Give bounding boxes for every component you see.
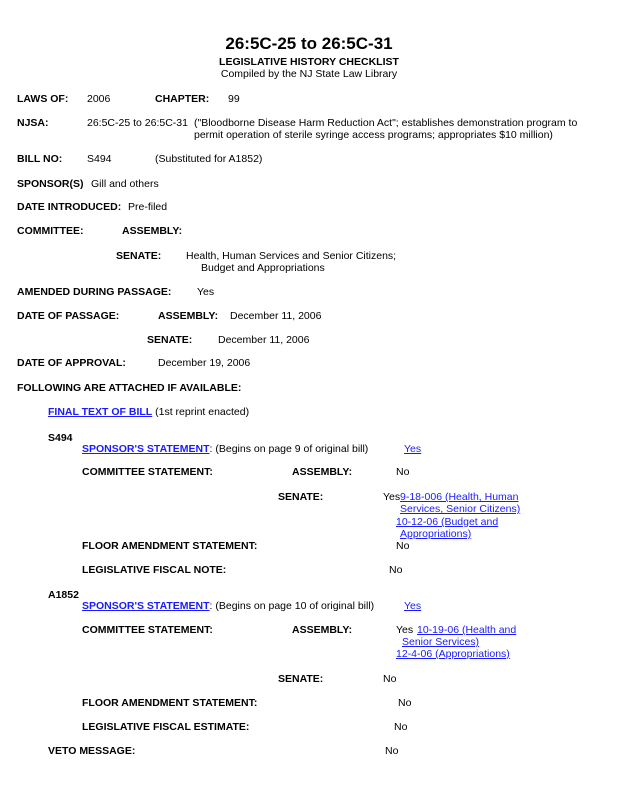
a1852-committee-label: COMMITTEE STATEMENT: [82,624,213,636]
s494-senate-label: SENATE: [278,491,324,503]
s494-senate-link1-line1[interactable]: 9-18-006 (Health, Human [400,491,519,503]
final-text-row [48,406,249,418]
s494-sponsor-row [82,443,368,455]
a1852-assembly-label: ASSEMBLY: [292,624,353,636]
amended-value: Yes [197,286,215,298]
a1852-assembly-link1-line1[interactable]: 10-19-06 (Health and [417,624,517,636]
chapter-value: 99 [228,93,240,105]
a1852-sponsor-statement-link[interactable]: SPONSOR'S STATEMENT [82,600,210,612]
a1852-floor-label: FLOOR AMENDMENT STATEMENT: [82,697,258,709]
passage-assembly-label: ASSEMBLY: [158,310,219,322]
s494-senate-yes: Yes [383,491,401,503]
date-introduced-value: Pre-filed [128,201,168,213]
bill-no-note: (Substituted for A1852) [155,153,263,165]
s494-fiscal-label: LEGISLATIVE FISCAL NOTE: [82,564,227,576]
s494-assembly-value: No [396,466,410,478]
passage-senate-label: SENATE: [147,334,193,346]
page-subtitle: LEGISLATIVE HISTORY CHECKLIST [219,56,399,68]
veto-label: VETO MESSAGE: [48,745,136,757]
s494-committee-label: COMMITTEE STATEMENT: [82,466,213,478]
laws-of-label: LAWS OF: [17,93,69,105]
s494-senate-link2-line1[interactable]: 10-12-06 (Budget and [396,516,499,528]
approval-value: December 19, 2006 [158,357,251,369]
a1852-fiscal-value: No [394,721,408,733]
njsa-description-line1: ("Bloodborne Disease Harm Reduction Act"; establishes demonstration program to [194,117,578,129]
passage-senate-date: December 11, 2006 [218,334,310,346]
compiled-by: Compiled by the NJ State Law Library [220,68,398,80]
passage-label: DATE OF PASSAGE: [17,310,120,322]
page-title: 26:5C-25 to 26:5C-31 [225,34,393,53]
a1852-assembly-link1-line2[interactable]: Senior Services) [402,636,480,648]
s494-assembly-label: ASSEMBLY: [292,466,353,478]
sponsors-label: SPONSOR(S) [17,178,84,190]
sponsors-value: Gill and others [91,178,159,190]
s494-sponsor-note: : (Begins on page 9 of original bill) [209,443,369,455]
committee-senate-line1: Health, Human Services and Senior Citizens; [186,250,397,262]
a1852-senate-value: No [383,673,397,685]
passage-assembly-date: December 11, 2006 [230,310,322,322]
a1852-senate-label: SENATE: [278,673,324,685]
s494-sponsor-yes-link[interactable]: Yes [404,443,422,455]
a1852-floor-value: No [398,697,412,709]
committee-senate-label: SENATE: [116,250,162,262]
njsa-label: NJSA: [17,117,49,129]
a1852-assembly-link2[interactable]: 12-4-06 (Appropriations) [396,648,510,660]
s494-label: S494 [48,432,73,444]
amended-label: AMENDED DURING PASSAGE: [17,286,172,298]
a1852-sponsor-row [82,600,374,612]
date-introduced-label: DATE INTRODUCED: [17,201,122,213]
njsa-description-line2: permit operation of sterile syringe access programs; appropriates $10 million) [194,129,553,141]
a1852-sponsor-yes-link[interactable]: Yes [404,600,422,612]
committee-senate-line2: Budget and Appropriations [201,262,325,274]
a1852-fiscal-label: LEGISLATIVE FISCAL ESTIMATE: [82,721,250,733]
s494-fiscal-value: No [389,564,403,576]
laws-of-value: 2006 [87,93,111,105]
a1852-assembly-yes: Yes [396,624,414,636]
veto-value: No [385,745,399,757]
bill-no-value: S494 [87,153,112,165]
njsa-value: 26:5C-25 to 26:5C-31 [87,117,188,129]
s494-senate-link1-line2[interactable]: Services, Senior Citizens) [400,503,521,515]
s494-sponsor-statement-link[interactable]: SPONSOR'S STATEMENT [82,443,210,455]
chapter-label: CHAPTER: [155,93,210,105]
s494-senate-link2-line2[interactable]: Appropriations) [400,528,472,540]
s494-floor-label: FLOOR AMENDMENT STATEMENT: [82,540,258,552]
committee-assembly-label: ASSEMBLY: [122,225,183,237]
approval-label: DATE OF APPROVAL: [17,357,126,369]
a1852-sponsor-note: : (Begins on page 10 of original bill) [209,600,375,612]
attached-label: FOLLOWING ARE ATTACHED IF AVAILABLE: [17,382,242,394]
committee-label: COMMITTEE: [17,225,84,237]
bill-no-label: BILL NO: [17,153,63,165]
final-text-link[interactable]: FINAL TEXT OF BILL [48,406,153,418]
s494-floor-value: No [396,540,410,552]
a1852-label: A1852 [48,589,79,601]
final-text-note: (1st reprint enacted) [155,406,250,418]
